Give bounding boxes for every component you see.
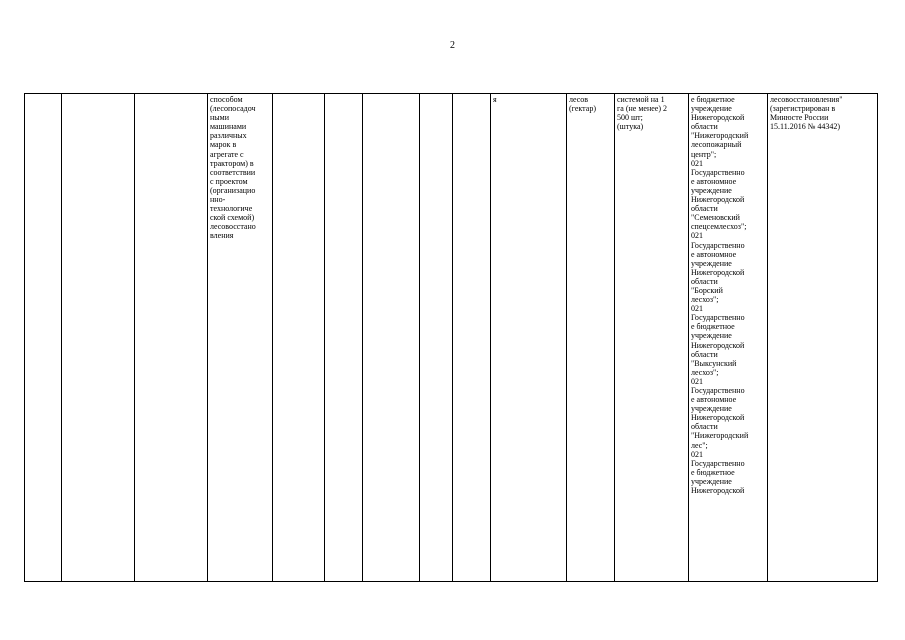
table-cell — [363, 94, 420, 582]
table-cell — [62, 94, 135, 582]
table-cell — [420, 94, 453, 582]
table-cell: я — [491, 94, 567, 582]
table-cell: способом (лесопосадоч ными машинами различных марок в агрегате с трактором) в соответствии с проектом (организацио нно- технологиче ской схемой) лесовосстано вления — [208, 94, 273, 582]
table-cell: лесов (гектар) — [567, 94, 615, 582]
table-cell — [325, 94, 363, 582]
table-cell: лесовосстановления" (зарегистрирован в Минюсте России 15.11.2016 № 44342) — [768, 94, 878, 582]
page-number: 2 — [450, 40, 455, 51]
table-row — [25, 94, 878, 582]
table-cell — [453, 94, 491, 582]
table-cell: е бюджетное учреждение Нижегородской области "Нижегородский лесопожарный центр"; 021 Государственно е автономное учреждение Нижегородской области "Семеновский спецсемлесхоз"; 021 Государственно е автономное учреждение Нижегородской области "Борский лесхоз"; 021 Государственно е бюджетное учреждение Нижегородской области "Выксунский лесхоз"; 021 Государственно е автономное учреждение Нижегородской области "Нижегородский лес"; 021 Государственно е бюджетное учреждение Нижегородской — [689, 94, 768, 582]
document-table — [24, 93, 878, 582]
table-cell — [25, 94, 62, 582]
table-cell — [135, 94, 208, 582]
table-cell: системой на 1 га (не менее) 2 500 шт; (штука) — [615, 94, 689, 582]
table-cell — [273, 94, 325, 582]
